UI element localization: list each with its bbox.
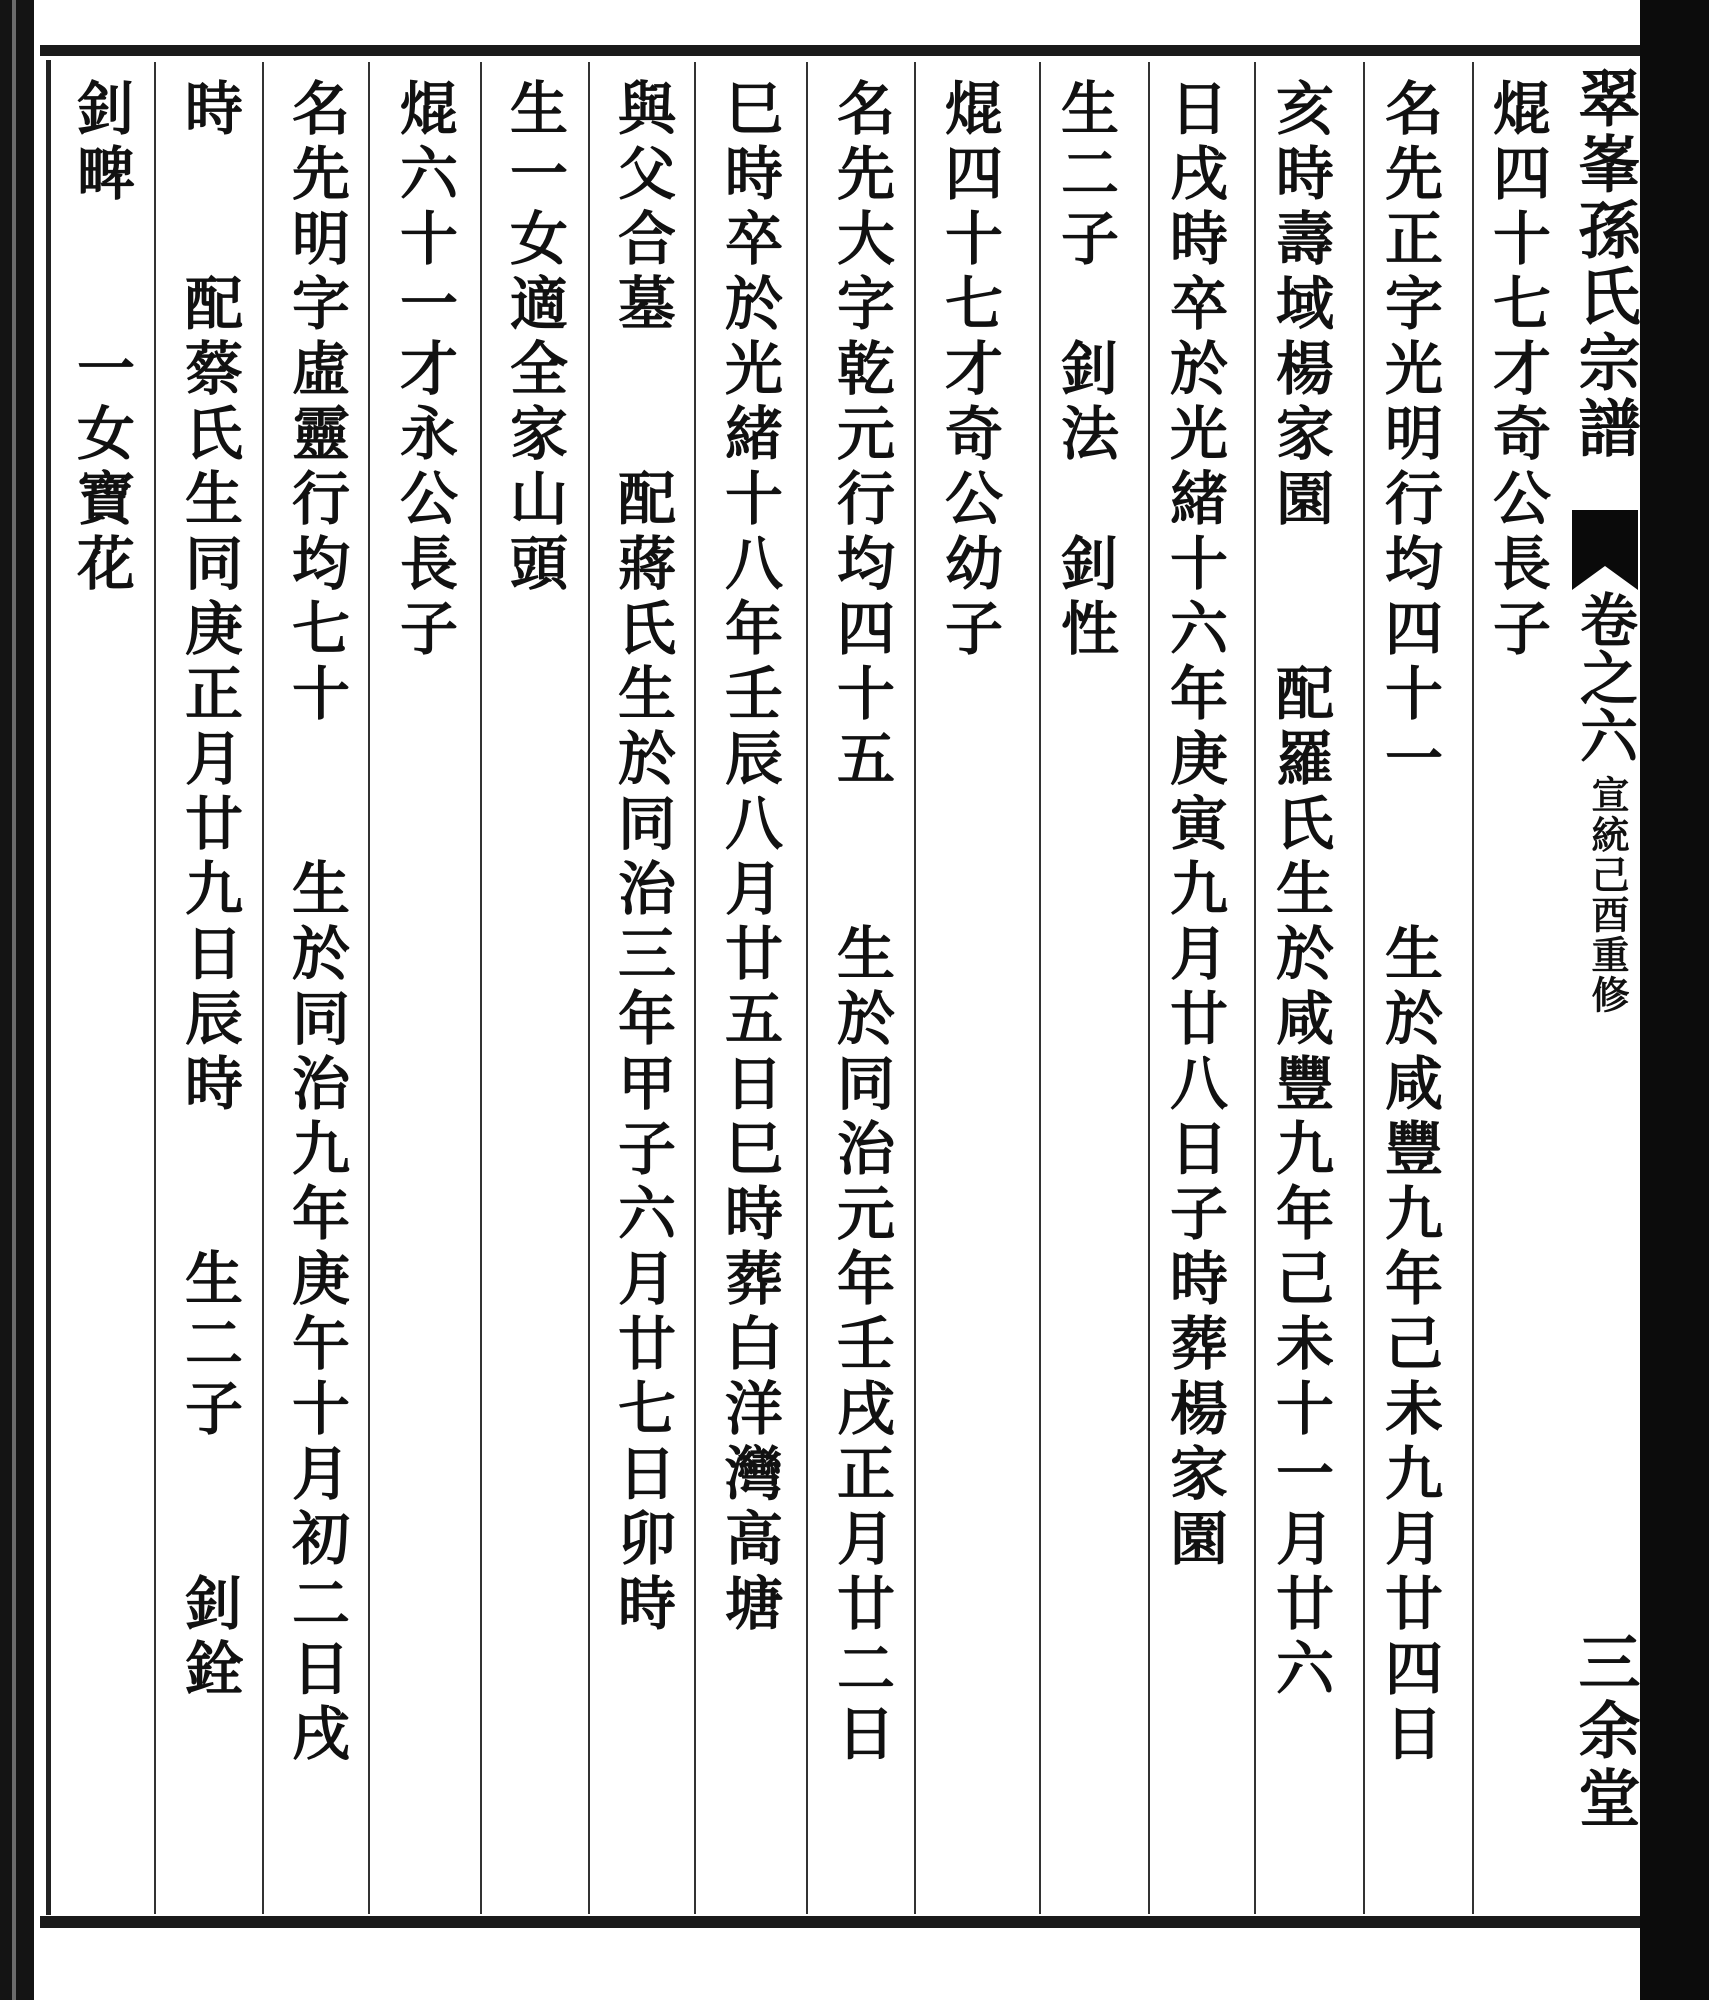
bottom-border: [40, 1916, 1640, 1928]
column-rule: [1254, 62, 1256, 1914]
text-column: 生二子 釗法 釗性: [1051, 78, 1119, 663]
edition-note: 宣統己酉重修: [1585, 775, 1630, 1015]
scan-edge-right: [1640, 0, 1709, 2000]
column-rule: [1363, 62, 1365, 1914]
outer-left-border: [46, 60, 51, 1915]
column-rule: [694, 62, 696, 1914]
text-column: 時 配蔡氏生同庚正月廿九日辰時 生二子 釗銓: [175, 78, 243, 1703]
column-rule: [480, 62, 482, 1914]
column-rule: [154, 62, 156, 1914]
text-column: 日戌時卒於光緒十六年庚寅九月廿八日子時葬楊家園: [1160, 78, 1228, 1573]
text-column: 名先正字光明行均四十一 生於咸豐九年己未九月廿四日: [1375, 78, 1443, 1768]
text-column: 名先大字乾元行均四十五 生於同治元年壬戌正月廿二日: [827, 78, 895, 1768]
text-column: 焜四十七才奇公長子: [1483, 78, 1551, 663]
column-rule: [1472, 62, 1474, 1914]
text-column: 焜四十七才奇公幼子: [935, 78, 1003, 663]
text-column: 焜六十一才永公長子: [390, 78, 458, 663]
column-rule: [588, 62, 590, 1914]
text-column: 與父合墓 配蔣氏生於同治三年甲子六月廿七日卯時: [608, 78, 676, 1638]
column-rule: [1039, 62, 1041, 1914]
top-border: [40, 45, 1640, 56]
text-column: 釗㽡 一女寶花: [67, 78, 135, 598]
book-title: 翠峯孫氏宗譜: [1568, 66, 1641, 462]
hall-name: 三余堂: [1568, 1630, 1641, 1834]
volume-label: 卷之六: [1570, 590, 1638, 764]
column-rule: [262, 62, 264, 1914]
column-rule: [806, 62, 808, 1914]
column-rule: [1148, 62, 1150, 1914]
text-column: 生一女適全家山頭: [500, 78, 568, 598]
text-column: 巳時卒於光緒十八年壬辰八月廿五日巳時葬白洋灣高塘: [715, 78, 783, 1638]
column-rule: [368, 62, 370, 1914]
text-column: 名先明字虛靈行均七十 生於同治九年庚午十月初二日戌: [282, 78, 350, 1768]
column-rule: [914, 62, 916, 1914]
text-column: 亥時壽域楊家園 配羅氏生於咸豐九年己未十一月廿六: [1266, 78, 1334, 1703]
scan-edge-left: [0, 0, 34, 2000]
fish-tail-mark: [1572, 510, 1638, 590]
